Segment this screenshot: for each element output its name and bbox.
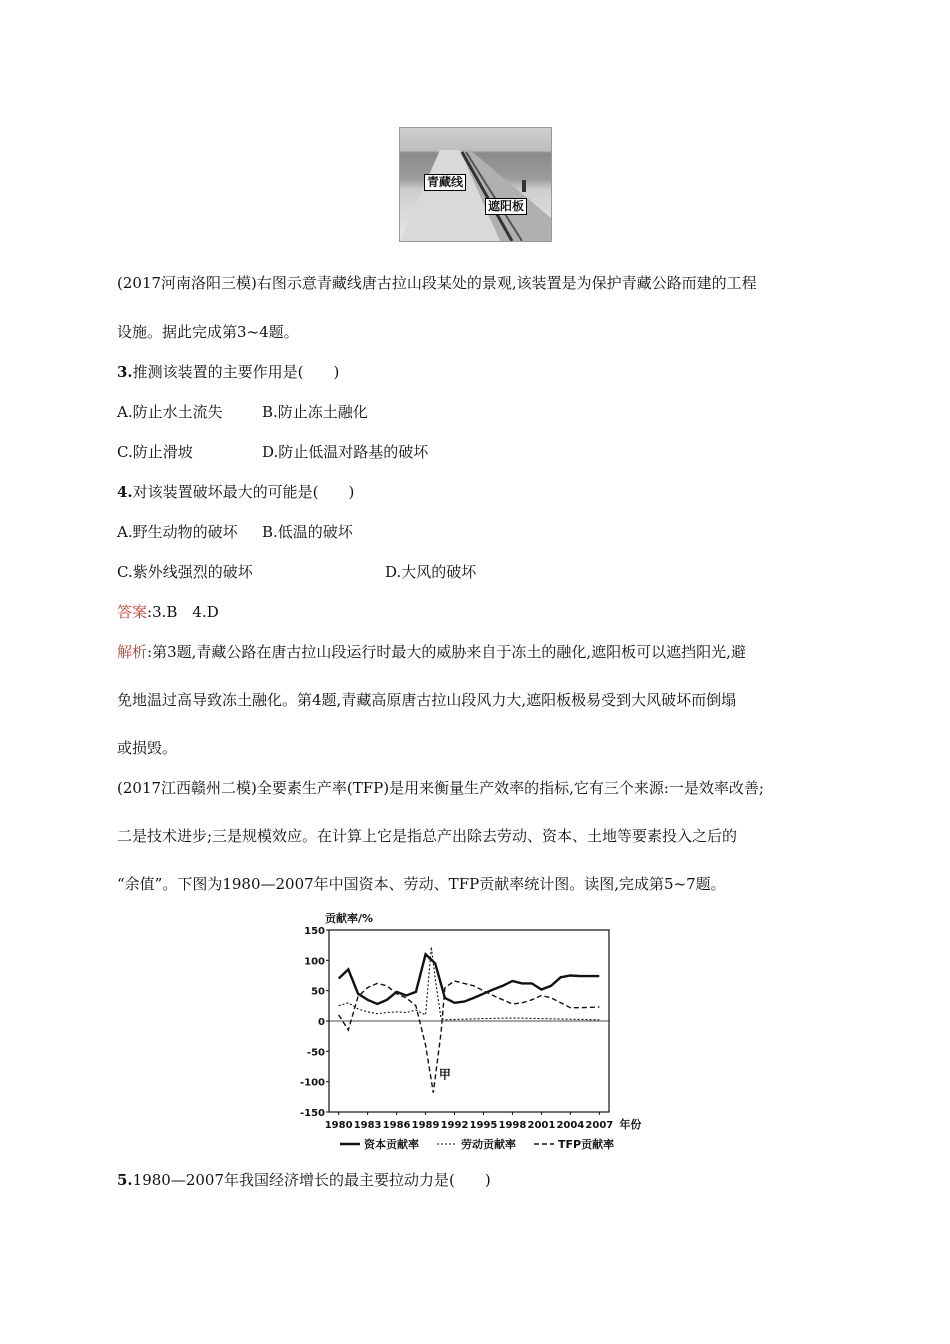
legend-label-1: 劳动贡献率 <box>461 1138 516 1150</box>
y-tick-label: 50 <box>311 986 325 998</box>
q5-stem <box>117 1169 491 1190</box>
contribution-chart <box>300 900 660 1150</box>
x-tick-label: 1992 <box>440 1120 469 1131</box>
x-tick-label: 1986 <box>382 1120 411 1131</box>
x-tick-label: 1995 <box>469 1120 498 1131</box>
road-illustration <box>400 128 551 241</box>
q4-option-a: A.野生动物的破坏 <box>117 523 238 541</box>
series-line-2 <box>339 981 600 1093</box>
q5-number: 5. <box>117 1171 133 1189</box>
x-tick-label: 2004 <box>556 1120 585 1131</box>
q3-number: 3. <box>117 363 133 381</box>
y-tick-label: 0 <box>318 1017 325 1028</box>
y-tick-label: -100 <box>300 1077 325 1089</box>
y-tick-label: -150 <box>300 1108 325 1119</box>
q4-option-c: C.紫外线强烈的破坏 <box>117 563 253 581</box>
intro2-line3: “余值”。下图为1980—2007年中国资本、劳动、TFP贡献率统计图。读图,完成第5~7题。 <box>117 875 726 893</box>
x-tick-label: 1980 <box>324 1120 353 1131</box>
q3-option-c: C.防止滑坡 <box>117 443 193 461</box>
intro2-line2: 二是技术进步;三是规模效应。在计算上它是指总产出除去劳动、资本、土地等要素投入之后的 <box>117 827 738 845</box>
chart-svg <box>300 900 660 1150</box>
q5-text: 1980—2007年我国经济增长的最主要拉动力是( ) <box>132 1171 491 1189</box>
intro1-line2: 设施。据此完成第3~4题。 <box>117 323 299 341</box>
qinghai-tibet-photo <box>399 127 552 242</box>
answer-label: 答案 <box>117 603 148 621</box>
q3-text: 推测该装置的主要作用是( ) <box>132 363 340 381</box>
x-tick-label: 1989 <box>411 1120 440 1131</box>
q3-stem <box>117 361 339 382</box>
q3-option-d: D.防止低温对路基的破坏 <box>262 443 429 461</box>
q4-option-b: B.低温的破坏 <box>262 523 353 541</box>
q4-text: 对该装置破坏最大的可能是( ) <box>132 483 355 501</box>
intro2-line1: (2017江西赣州二模)全要素生产率(TFP)是用来衡量生产效率的指标,它有三个来源:一是效率改善; <box>117 779 764 797</box>
y-tick-label: 100 <box>304 956 325 968</box>
label-qingzang: 青藏线 <box>424 174 466 191</box>
analysis-line3: 或损毁。 <box>117 739 178 757</box>
x-axis-label: 年份 <box>619 1118 642 1131</box>
series-line-0 <box>339 954 600 1004</box>
x-tick-label: 1998 <box>498 1120 527 1131</box>
legend-label-0: 资本贡献率 <box>364 1138 419 1150</box>
analysis-line1 <box>117 641 746 662</box>
y-tick-label: 150 <box>304 926 325 937</box>
legend-label-2: TFP贡献率 <box>558 1138 615 1150</box>
x-tick-label: 1983 <box>353 1120 382 1131</box>
answer-line <box>117 601 219 622</box>
q3-option-b: B.防止冻土融化 <box>262 403 368 421</box>
answer-text: :3.B 4.D <box>147 603 219 621</box>
q4-number: 4. <box>117 483 133 501</box>
x-tick-label: 2001 <box>527 1120 556 1131</box>
x-tick-label: 2007 <box>585 1120 614 1131</box>
q4-stem <box>117 481 354 502</box>
q3-option-a: A.防止水土流失 <box>117 403 223 421</box>
y-tick-label: -50 <box>306 1047 325 1059</box>
y-axis-label: 贡献率/% <box>325 912 374 925</box>
analysis-label: 解析 <box>117 643 148 661</box>
q4-option-d: D.大风的破坏 <box>385 563 477 581</box>
annotation-jia: 甲 <box>438 1067 451 1082</box>
intro1-line1: (2017河南洛阳三模)右图示意青藏线唐古拉山段某处的景观,该装置是为保护青藏公路而建的工程 <box>117 274 757 292</box>
analysis-text1: :第3题,青藏公路在唐古拉山段运行时最大的威胁来自于冻土的融化,遮阳板可以遮挡阳光,避 <box>147 643 746 661</box>
label-zheyangban: 遮阳板 <box>485 198 527 215</box>
analysis-line2: 免地温过高导致冻土融化。第4题,青藏高原唐古拉山段风力大,遮阳板极易受到大风破坏而倒塌 <box>117 691 737 709</box>
series-line-1 <box>339 947 600 1020</box>
